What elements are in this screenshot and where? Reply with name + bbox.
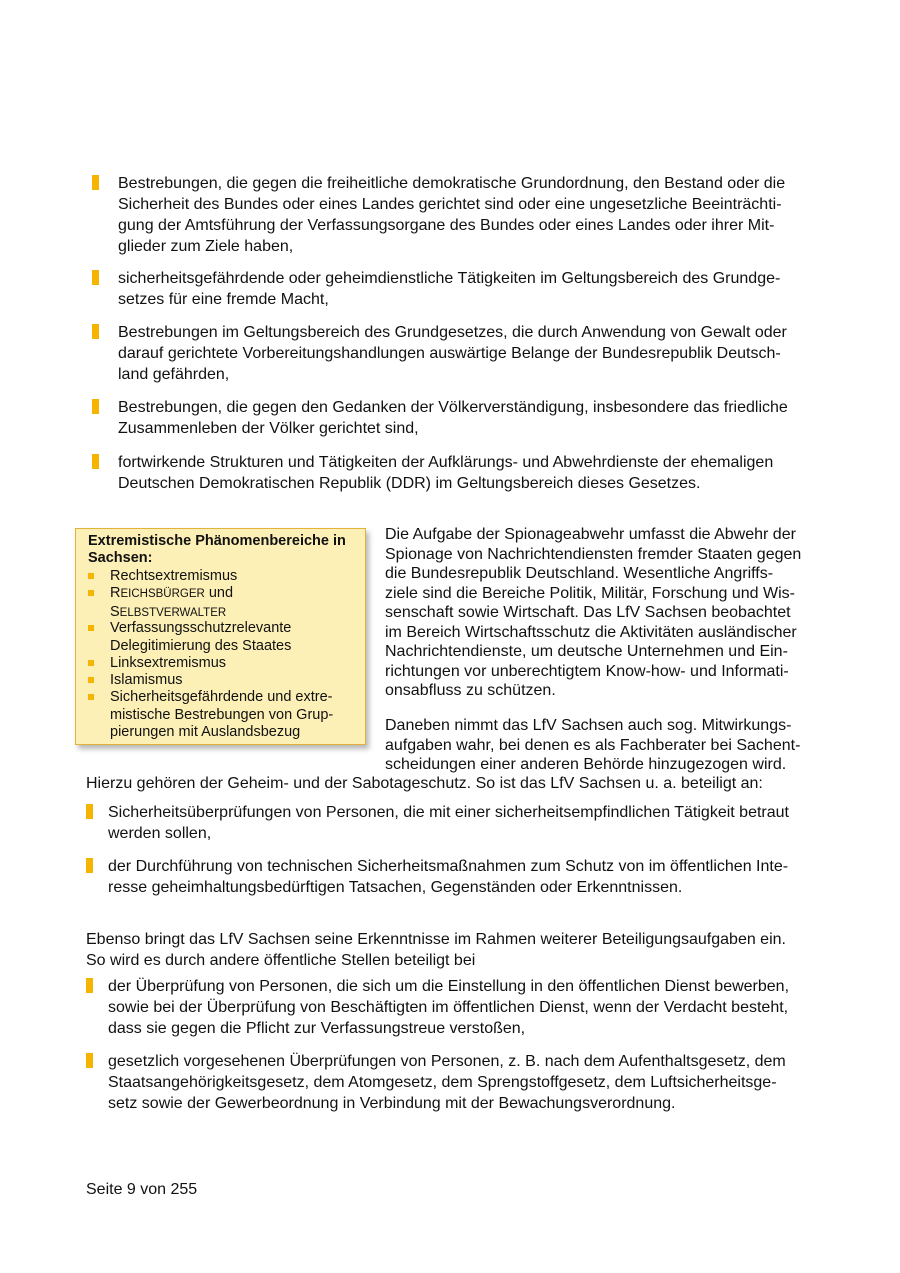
info-box-title: Extremistische Phänomenbereiche in Sachsen: [88,533,346,566]
paragraph-espionage: Die Aufgabe der Spionageabwehr umfasst die Abwehr der Spionage von Nachrichtendiensten fremder Staaten gegen die Bundesrepublik Deutschland. Wesentliche Angriffs- ziele sind die Bereiche Politik, Militär, Forschung und Wis- senschaft sowie Wirtschaft. Das LfV Sachsen beobachtet im Bereich Wirtschaftsschutz die Aktivitäten ausländischer Nachrichtendienste, um deutsche Unternehmen und Ein- richtungen vor unberechtigtem Know-how- und Informati- onsabfluss zu schützen. [385,526,802,699]
bullet-marker [92,324,99,339]
list-item: der Überprüfung von Personen, die sich um die Einstellung in den öffentlichen Dienst bewerben, sowie bei der Überprüfung von Beschäftigten im öffentlichen Dienst, wenn der Verdacht besteht, dass sie gegen die Pflicht zur Verfassungstreue verstoßen, [108,978,790,1037]
list-item: Bestrebungen, die gegen den Gedanken der Völkerverständigung, insbesondere das friedliche Zusammenleben der Völker gerichtet sind, [118,399,788,437]
bullet-marker [88,660,94,666]
paragraph-protection: Hierzu gehören der Geheim- und der Sabotageschutz. So ist das LfV Sachsen u. a. beteiligt an: [86,775,763,792]
bullet-marker [88,590,94,596]
list-item: Bestrebungen im Geltungsbereich des Grundgesetzes, die durch Anwendung von Gewalt oder darauf gerichtete Vorbereitungshandlungen auswärtige Belange der Bundesrepublik Deutsch- land gefährden, [118,324,787,383]
list-item: fortwirkende Strukturen und Tätigkeiten der Aufklärungs- und Abwehrdienste der ehemaligen Deutschen Demokratischen Republik (DDR) im Geltungsbereich dieses Gesetzes. [118,454,774,492]
list-item: Sicherheitsüberprüfungen von Personen, die mit einer sicherheitsempfindlichen Tätigkeit betraut werden sollen, [108,804,789,842]
list-item: Bestrebungen, die gegen die freiheitliche demokratische Grundordnung, den Bestand oder die Sicherheit des Bundes oder eines Landes gerichtet sind oder eine ungesetzliche Beeinträchti- gung der Amtsführung der Verfassungsorgane des Bundes oder eines Landes oder ihrer Mit- glieder zum Ziele haben, [118,175,786,255]
bullet-marker [88,694,94,700]
paragraph-cooperation: Daneben nimmt das LfV Sachsen auch sog. Mitwirkungs- aufgaben wahr, bei denen es als Fachberater bei Sachent- scheidungen einer anderen Behörde hinzugezogen wird. [385,717,801,773]
page-number: Seite 9 von 255 [86,1181,198,1198]
list-item: sicherheitsgefährdende oder geheimdienstliche Tätigkeiten im Geltungsbereich des Grundge- setzes für eine fremde Macht, [118,270,781,308]
bullet-marker [92,399,99,414]
bullet-marker [88,573,94,579]
bullet-marker [86,858,93,873]
bullet-marker [88,677,94,683]
list-item: gesetzlich vorgesehenen Überprüfungen von Personen, z. B. nach dem Aufenthaltsgesetz, dem Staatsangehörigkeitsgesetz, dem Atomgesetz, dem Sprengstoffgesetz, dem Luftsicherheitsge- setz sowie der Gewerbeordnung in Verbindung mit der Bewachungsverordnung. [108,1053,786,1112]
list-item: der Durchführung von technischen Sicherheitsmaßnahmen zum Schutz von im öffentlichen Inte- resse geheimhaltungsbedürftigen Tatsachen, Gegenständen oder Erkenntnissen. [108,858,789,896]
bullet-marker [92,175,99,190]
bullet-marker [86,804,93,819]
bullet-marker [92,454,99,469]
bullet-marker [92,270,99,285]
bullet-marker [86,1053,93,1068]
bullet-marker [88,625,94,631]
paragraph-participation: Ebenso bringt das LfV Sachsen seine Erkenntnisse im Rahmen weiterer Beteiligungsaufgaben ein. So wird es durch andere öffentliche Stellen beteiligt bei [86,931,786,969]
bullet-marker [86,978,93,993]
info-box-extremism: Extremistische Phänomenbereiche in Sachsen: Rechtsextremismus REICHSBÜRGER und SELBSTVERWALTER Verfassungsschutzrelevante Delegitimierung des Staates Linksextremismus Islamismus Sicherheitsgefährdende und extre- mistische Bestrebungen von Grup- pierungen mit Auslandsbezug [75,528,366,745]
